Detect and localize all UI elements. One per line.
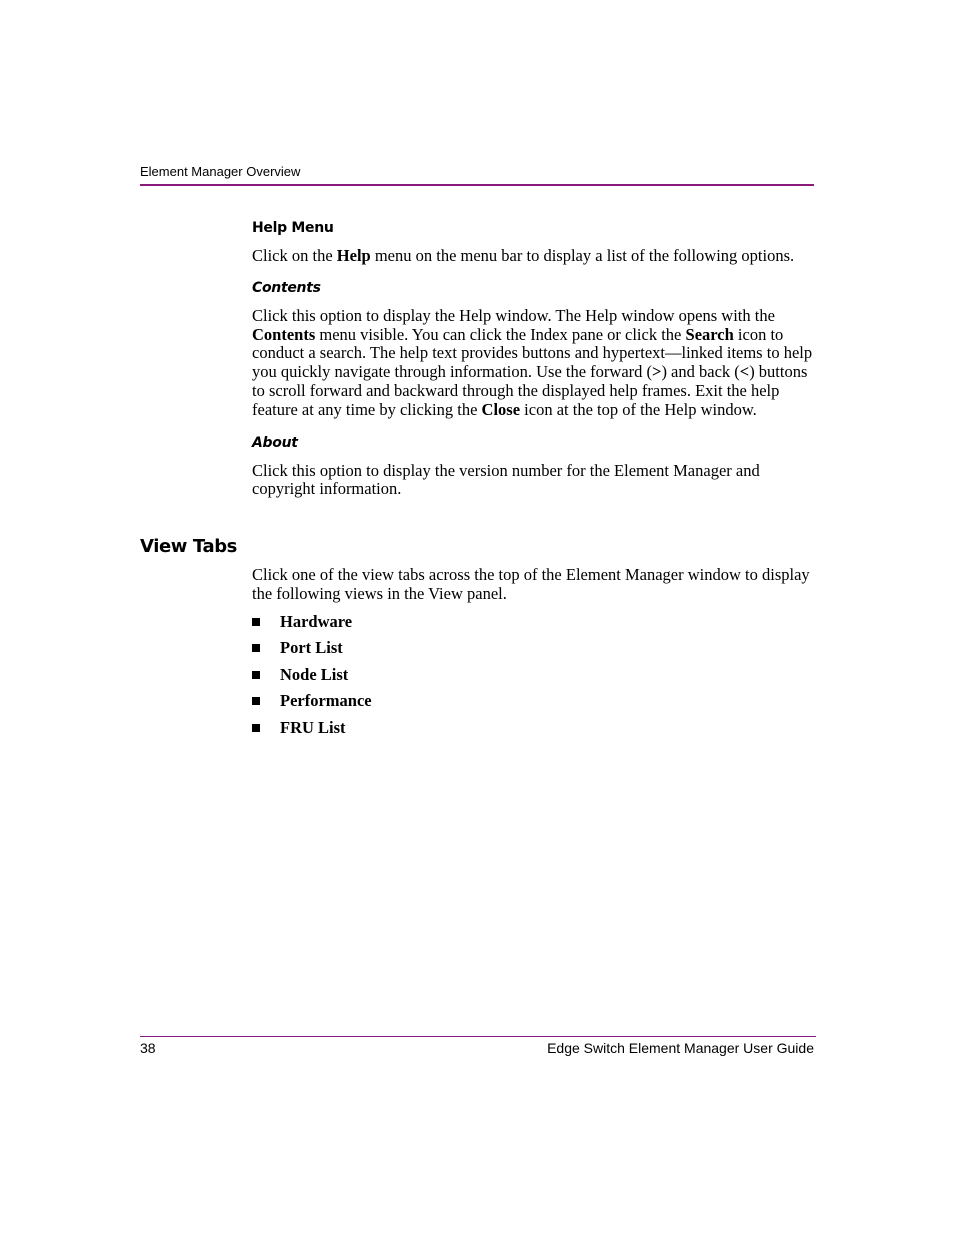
- text-run: icon to conduct a search. The help text provides buttons and hypertext—linked items to help you quickly navigate through information. Use the forward (: [252, 324, 813, 382]
- text-run: Click on the: [252, 246, 337, 265]
- text-run: ) and back (: [661, 362, 740, 382]
- list-item-label: Port List: [280, 638, 343, 658]
- bold-run: Help: [336, 246, 371, 265]
- contents-heading: Contents: [252, 279, 321, 296]
- text-run: Click this option to display the Help window. The Help window opens with the: [252, 305, 775, 325]
- list-item-label: Node List: [280, 664, 349, 684]
- text-run: icon at the top of the Help window.: [520, 399, 757, 419]
- help-menu-intro: [252, 247, 816, 266]
- footer-rule: [140, 1036, 816, 1037]
- square-bullet-icon: [252, 724, 260, 732]
- list-item: [252, 666, 816, 693]
- bold-run: <: [739, 362, 750, 382]
- about-paragraph: Click this option to display the version number for the Element Manager and copyright information.: [252, 460, 760, 499]
- help-menu-section: [252, 218, 816, 499]
- list-item: [252, 692, 816, 719]
- view-tabs-heading: View Tabs: [140, 536, 237, 557]
- view-tabs-intro: Click one of the view tabs across the top of the Element Manager window to display the following views in the View panel.: [252, 565, 810, 603]
- list-item: [252, 719, 816, 746]
- header-section-title: Element Manager Overview: [140, 164, 301, 179]
- footer-guide-title: Edge Switch Element Manager User Guide: [547, 1040, 814, 1056]
- list-item-label: FRU List: [280, 717, 346, 737]
- text-run: ) buttons to scroll forward and backward through the displayed help frames. Exit the help feature at any time by clicking the: [252, 362, 808, 419]
- view-tabs-section: [252, 566, 816, 745]
- list-item: [252, 639, 816, 666]
- square-bullet-icon: [252, 644, 260, 652]
- text-run: menu on the menu bar to display a list of the following options.: [370, 246, 795, 265]
- list-item-label: Performance: [280, 691, 372, 711]
- view-tabs-list: [252, 613, 816, 746]
- header-rule: [140, 184, 814, 186]
- text-run: menu visible. You can click the Index pane or click the: [315, 324, 686, 344]
- bold-run: Contents: [252, 324, 316, 344]
- bold-run: Close: [481, 399, 521, 419]
- about-heading: About: [252, 434, 298, 451]
- list-item: [252, 613, 816, 640]
- bold-run: Search: [685, 324, 734, 344]
- bold-run: >: [652, 362, 662, 382]
- page-number: 38: [140, 1040, 156, 1056]
- square-bullet-icon: [252, 671, 260, 679]
- contents-paragraph: [252, 307, 816, 420]
- help-menu-heading: Help Menu: [252, 220, 334, 236]
- square-bullet-icon: [252, 697, 260, 705]
- list-item-label: Hardware: [280, 611, 353, 631]
- square-bullet-icon: [252, 618, 260, 626]
